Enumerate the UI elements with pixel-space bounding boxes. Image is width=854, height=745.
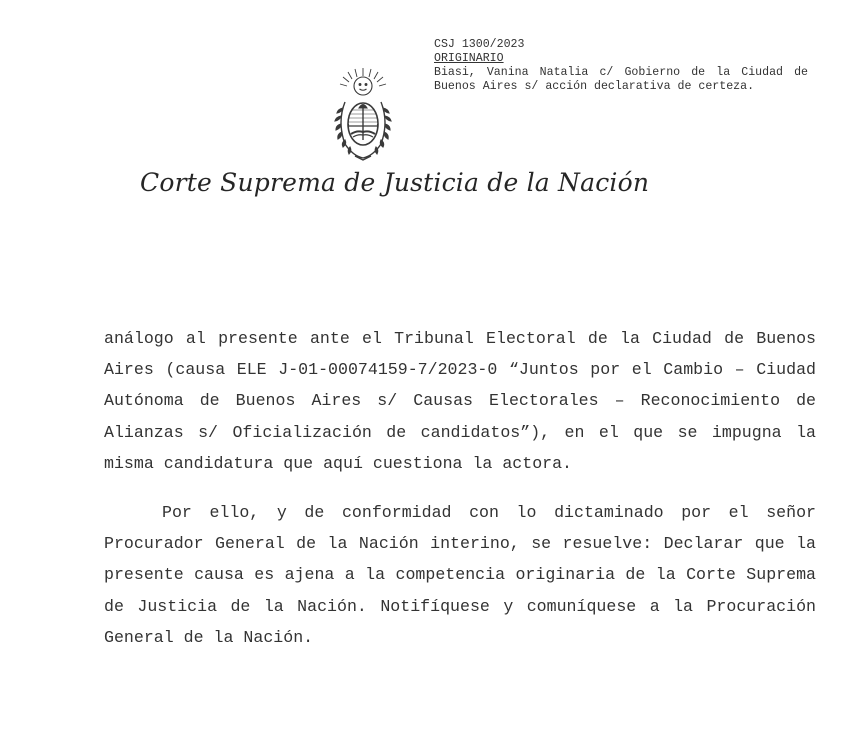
jurisdiction-label: ORIGINARIO (434, 52, 504, 65)
coat-of-arms-icon (331, 66, 395, 162)
case-caption: Biasi, Vanina Natalia c/ Gobierno de la Ciudad de Buenos Aires s/ acción declarativa de certeza. (434, 66, 808, 93)
paragraph-1: análogo al presente ante el Tribunal Electoral de la Ciudad de Buenos Aires (causa ELE J-01-00074159-7/2023-0 “Juntos por el Cambio – Ciudad Autónoma de Buenos Aires s/ Causas Electorales – Reconocimiento de Alianzas s/ Oficialización de candidatos”), en el que se impugna la misma candidatura que aquí cuestiona la actora. (104, 329, 816, 473)
paragraph-2: Por ello, y de conformidad con lo dictaminado por el señor Procurador General de la Nación interino, se resuelve: Declarar que la presente causa es ajena a la competencia originaria de la Corte Suprema de Justicia de la Nación. Notifíquese y comuníquese a la Procuración General de la Nación. (104, 503, 816, 647)
court-name: Corte Suprema de Justicia de la Nación (140, 168, 650, 197)
resolution-body (104, 323, 816, 653)
case-header (434, 38, 808, 94)
case-number: CSJ 1300/2023 (434, 38, 525, 51)
